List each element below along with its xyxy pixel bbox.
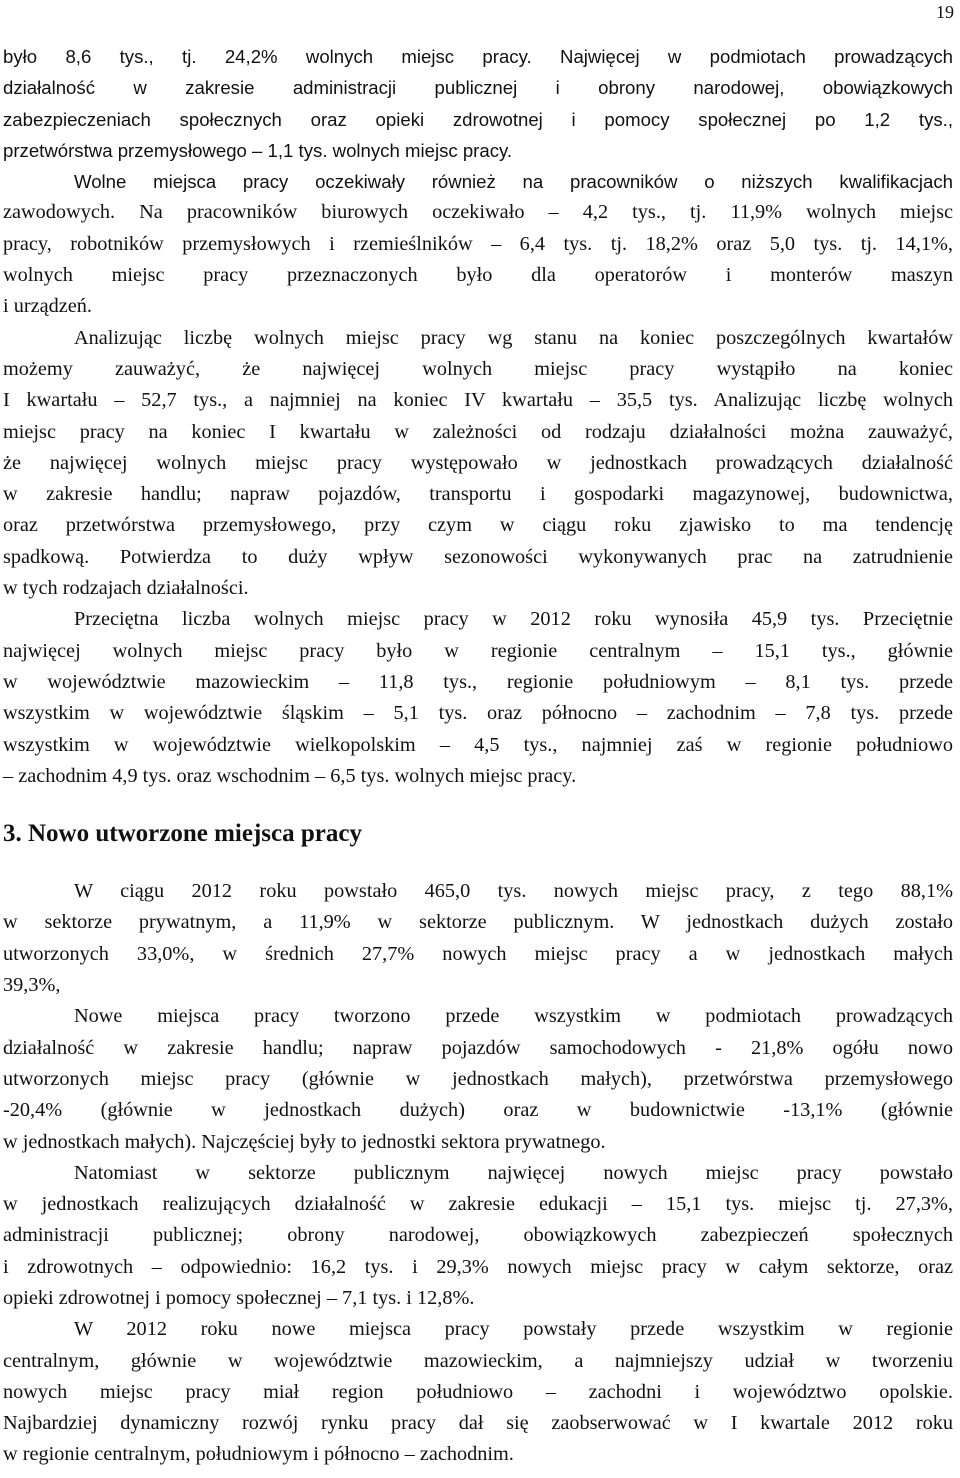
text-line: – zachodnim 4,9 tys. oraz wschodnim – 6,5 tys. wolnych miejsc pracy. [3,764,577,787]
text-line: działalność w zakresie administracji publicznej i obrony narodowej, obowiązkowych [3,77,953,99]
text-line: i zdrowotnych – odpowiednio: 16,2 tys. i 29,3% nowych miejsc pracy w całym sektorze, oraz [3,1255,953,1278]
text-line: w województwie mazowieckim – 11,8 tys., regionie południowym – 8,1 tys. przede [3,670,953,693]
text-line: utworzonych miejsc pracy (głównie w jednostkach małych), przetwórstwa przemysłowego [3,1067,953,1090]
text-line: Natomiast w sektorze publicznym najwięcej nowych miejsc pracy powstało [74,1161,953,1184]
text-line: opieki zdrowotnej i pomocy społecznej – 7,1 tys. i 12,8%. [3,1286,475,1309]
section-heading: 3. Nowo utworzone miejsca pracy [3,820,362,848]
text-line: wszystkim w województwie wielkopolskim – 4,5 tys., najmniej zaś w regionie południowo [3,733,953,756]
text-line: administracji publicznej; obrony narodowej, obowiązkowych zabezpieczeń społecznych [3,1224,953,1247]
section-spacer [3,792,953,814]
text-line: wolnych miejsc pracy przeznaczonych było dla operatorów i monterów maszyn [3,264,953,287]
text-line: W ciągu 2012 roku powstało 465,0 tys. nowych miejsc pracy, z tego 88,1% [74,880,953,903]
text-line: Przeciętna liczba wolnych miejsc pracy w 2012 roku wynosiła 45,9 tys. Przeciętnie [74,608,953,631]
text-line: Nowe miejsca pracy tworzono przede wszystkim w podmiotach prowadzących [74,1005,953,1028]
text-line: nowych miejsc pracy miał region południowo – zachodni i województwo opolskie. [3,1380,953,1403]
text-line: utworzonych 33,0%, w średnich 27,7% nowych miejsc pracy a w jednostkach małych [3,942,953,965]
text-line: było 8,6 tys., tj. 24,2% wolnych miejsc pracy. Najwięcej w podmiotach prowadzących [3,46,953,67]
page-number: 19 [936,2,954,22]
text-line: zabezpieczeniach społecznych oraz opieki zdrowotnej i pomocy społecznej po 1,2 tys., [3,108,953,130]
text-line: miejsc pracy na koniec I kwartału w zależności od rodzaju działalności można zauważyć, [3,420,953,443]
section-spacer [3,854,953,876]
text-line: spadkową. Potwierdza to duży wpływ sezonowości wykonywanych prac na zatrudnienie [3,545,953,568]
text-line: I kwartału – 52,7 tys., a najmniej na koniec IV kwartału – 35,5 tys. Analizując liczbę wolnych [3,389,953,412]
text-line: pracy, robotników przemysłowych i rzemieślników – 6,4 tys. tj. 18,2% oraz 5,0 tys. tj. 14,1%, [3,232,953,255]
text-line: Wolne miejsca pracy oczekiwały również na pracowników o niższych kwalifikacjach [74,171,953,193]
text-line: i urządzeń. [3,295,92,318]
text-line: w tych rodzajach działalności. [3,577,249,600]
text-line: najwięcej wolnych miejsc pracy było w regionie centralnym – 15,1 tys., głównie [3,639,953,662]
text-line: że najwięcej wolnych miejsc pracy występowało w jednostkach prowadzących działalność [3,451,953,474]
text-line: możemy zauważyć, że najwięcej wolnych miejsc pracy wystąpiło na koniec [3,357,953,380]
text-line: w zakresie handlu; napraw pojazdów, transportu i gospodarki magazynowej, budownictwa, [3,483,953,506]
text-line: Najbardziej dynamiczny rozwój rynku pracy dał się zaobserwować w I kwartale 2012 roku [3,1412,953,1435]
text-line: W 2012 roku nowe miejsca pracy powstały przede wszystkim w regionie [74,1318,953,1341]
text-line: przetwórstwa przemysłowego – 1,1 tys. wolnych miejsc pracy. [3,139,513,161]
text-line: centralnym, głównie w województwie mazowieckim, a najmniejszy udział w tworzeniu [3,1349,953,1372]
text-line: 39,3%, [3,974,61,997]
text-line: Analizując liczbę wolnych miejsc pracy wg stanu na koniec poszczególnych kwartałów [74,326,953,349]
text-line: -20,4% (głównie w jednostkach dużych) oraz w budownictwie -13,1% (głównie [3,1099,953,1122]
text-line: w sektorze prywatnym, a 11,9% w sektorze publicznym. W jednostkach dużych zostało [3,911,953,934]
document-body [3,41,953,1471]
text-line: wszystkim w województwie śląskim – 5,1 tys. oraz północno – zachodnim – 7,8 tys. przede [3,702,953,725]
text-line: w jednostkach małych). Najczęściej były to jednostki sektora prywatnego. [3,1130,606,1153]
text-line: działalność w zakresie handlu; napraw pojazdów samochodowych - 21,8% ogółu nowo [3,1036,953,1059]
text-line: w jednostkach realizujących działalność w zakresie edukacji – 15,1 tys. miejsc tj. 27,3%, [3,1193,953,1216]
text-line: w regionie centralnym, południowym i północno – zachodnim. [3,1443,514,1466]
text-line: zawodowych. Na pracowników biurowych oczekiwało – 4,2 tys., tj. 11,9% wolnych miejsc [3,201,953,224]
text-line: oraz przetwórstwa przemysłowego, przy czym w ciągu roku zjawisko to ma tendencję [3,514,953,537]
